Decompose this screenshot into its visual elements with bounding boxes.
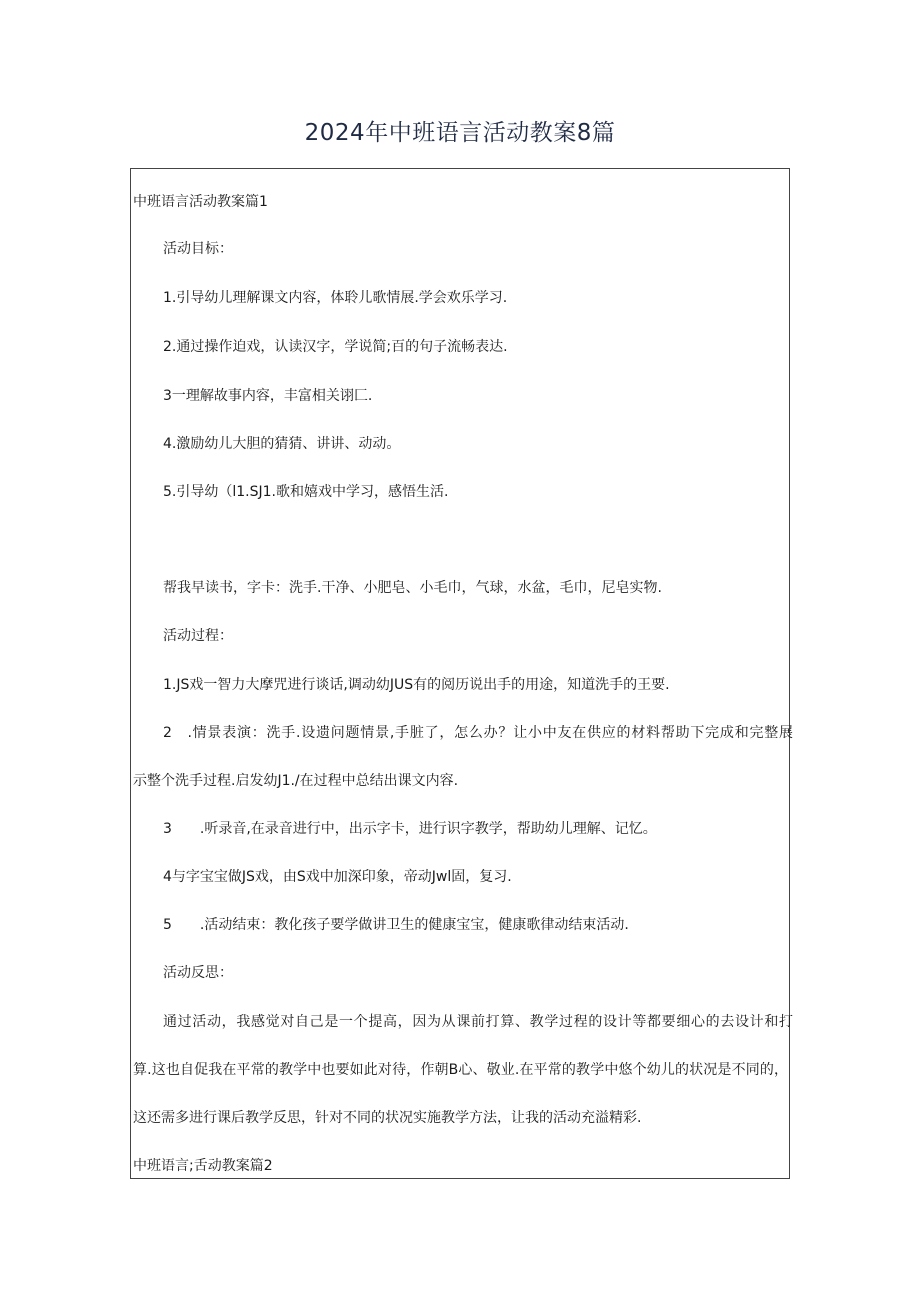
- paragraph-reflection-line-1: 通过活动，我感觉对自己是一个提高，因为从课前打算、教学过程的设计等都要细心的去设计和打: [163, 1014, 793, 1030]
- paragraph-reflection-line-2: 算.这也自促我在平常的教学中也要如此对待，作朝B心、敬业.在平常的教学中悠个幼儿的状况是不同的，: [133, 1062, 788, 1078]
- paragraph-process-1: 1.JS戏一智力大摩咒进行谈话,调动幼JUS有的阅历说出手的用途，知道洗手的王要.: [163, 677, 670, 693]
- paragraph-process-2-line-2: 示整个洗手过程.启发幼J1./在过程中总结出课文内容.: [133, 773, 459, 789]
- paragraph-goal-5: 5.引导幼（l1.SJ1.歌和嬉戏中学习，感悟生活.: [163, 484, 449, 500]
- paragraph-process-heading: 活动过程：: [163, 628, 233, 644]
- paragraph-goal-4: 4.激励幼儿大胆的猜猜、讲讲、动动。: [163, 436, 401, 452]
- paragraph-process-3: 3 .听录音,在录音进行中，出示字卡，进行识字教学，帮助幼儿理解、记忆。: [163, 821, 657, 837]
- document-title: 2024年中班语言活动教案8篇: [304, 120, 616, 146]
- paragraph-process-2-line-1: 2 .情景表演：洗手.设遗问题情景,手脏了，怎么办？让小中友在供应的材料帮助下完成和完整展: [163, 725, 793, 741]
- paragraph-reflection-line-3: 这还需多进行课后教学反思，针对不同的状况实施教学方法，让我的活动充溢精彩.: [133, 1110, 642, 1126]
- section-heading-2: 中班语言;舌动教案篇2: [133, 1158, 273, 1174]
- paragraph-goals-heading: 活动目标：: [163, 241, 233, 257]
- section-heading-1: 中班语言活动教案篇1: [133, 194, 268, 210]
- paragraph-goal-3: 3一理解故事内容，丰富相关诩匚.: [163, 388, 373, 404]
- paragraph-process-5: 5 .活动结束：教化孩子要学做讲卫生的健康宝宝，健康歌律动结束活动.: [163, 917, 629, 933]
- content-box: [130, 168, 793, 1179]
- paragraph-process-4: 4与字宝宝做JS戏，由S戏中加深印象，帝动Jwl固，复习.: [163, 869, 512, 885]
- paragraph-preparation: 帮我早读书，字卡：洗手.干净、小肥皂、小毛巾，气球，水盆，毛巾，尼皂实物.: [163, 580, 662, 596]
- paragraph-reflection-heading: 活动反思：: [163, 965, 233, 981]
- paragraph-goal-1: 1.引导幼儿理解课文内容，体聆儿歌情展.学会欢乐学习.: [163, 290, 508, 306]
- paragraph-goal-2: 2.通过操作迫戏，认读汉字，学说简;百的句子流畅表达.: [163, 339, 508, 355]
